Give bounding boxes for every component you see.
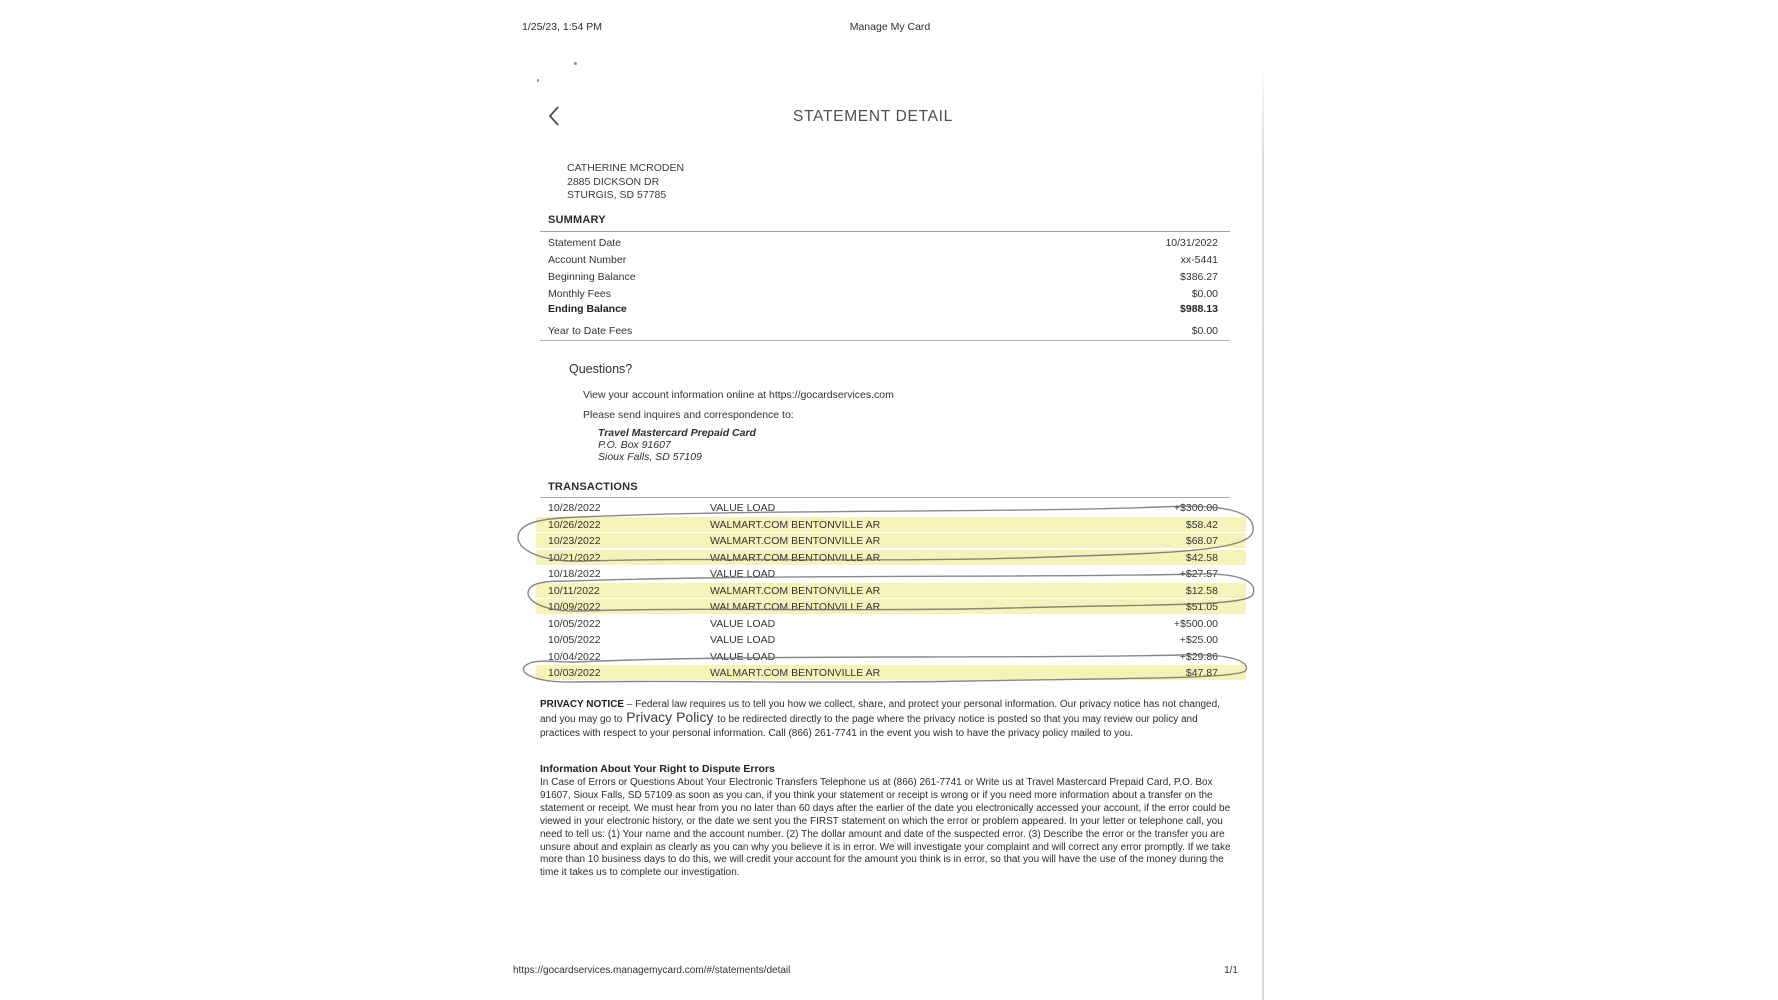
summary-row-label: Beginning Balance: [548, 271, 636, 283]
transaction-amount: +$25.00: [1179, 634, 1218, 646]
transaction-amount: $42.58: [1185, 551, 1218, 564]
transaction-description: VALUE LOAD: [710, 502, 776, 514]
summary-row-value: xx-5441: [1180, 254, 1218, 266]
transaction-row: [540, 583, 1230, 599]
transaction-description: WALMART.COM BENTONVILLE AR: [710, 667, 881, 679]
transaction-row: [540, 566, 1230, 582]
transaction-date: 10/26/2022: [548, 518, 601, 531]
dispute-errors-body: In Case of Errors or Questions About Your Electronic Transfers Telephone us at (866) 261-7741 or Write us at Travel Mastercard Prepaid Card, P.O. Box 91607, Sioux Falls, SD 57109 as soon as you can, if you think your statement or receipt is wrong or if you need more information about a transfer on the statement or receipt. We must hear from you no later than 60 days after the earlier of the date you electronically accessed your account, if the error could be viewed in your electronic history, or the date we sent you the FIRST statement on which the error or problem appeared. In your letter or telephone call, you need to tell us: (1) Your name and the account number. (2) The dollar amount and date of the suspected error. (3) Describe the error or the transfer you are unsure about and explain as clearly as you can why you believe it is in error. We will investigate your complaint and will correct any error promptly. If we take more than 10 business days to do this, we will credit your account for the amount you think is in error, so that you will have the use of the money during the time it takes us to complete our investigation.: [540, 777, 1231, 879]
transaction-date: 10/09/2022: [548, 601, 601, 613]
summary-row: [548, 254, 1218, 268]
transaction-row: [540, 599, 1230, 615]
summary-heading: SUMMARY: [548, 214, 606, 226]
transaction-date: 10/18/2022: [548, 568, 601, 580]
summary-row-label: Account Number: [548, 254, 627, 266]
transaction-row: [540, 517, 1230, 533]
divider: [540, 497, 1230, 498]
summary-row-value: $988.13: [1180, 303, 1218, 315]
privacy-notice-text-before: – Federal law requires us to tell you how we collect, share, and protect your personal information. Our privacy notice has not changed, and you may go to: [540, 699, 1220, 726]
transaction-amount: $12.58: [1185, 584, 1218, 597]
summary-section: [540, 214, 1230, 346]
transaction-description: WALMART.COM BENTONVILLE AR: [710, 584, 881, 597]
summary-row-label: Monthly Fees: [548, 288, 612, 300]
chevron-left-icon: [546, 104, 564, 128]
recipient-city: STURGIS, SD 57785: [567, 189, 667, 202]
transaction-description: WALMART.COM BENTONVILLE AR: [710, 551, 881, 564]
transaction-row: [540, 632, 1230, 648]
summary-row-value: $0.00: [1191, 325, 1218, 337]
transaction-date: 10/21/2022: [548, 551, 601, 564]
print-page-title: Manage My Card: [849, 21, 931, 33]
transaction-row: [540, 649, 1230, 665]
transaction-amount: $51.05: [1185, 601, 1218, 613]
print-timestamp: 1/25/23, 1:54 PM: [522, 21, 602, 33]
summary-row-ending-balance: [548, 303, 1218, 317]
transaction-row: [540, 500, 1230, 516]
transaction-amount: +$27.57: [1179, 568, 1218, 580]
correspondence-pobox: P.O. Box 91607: [598, 438, 671, 451]
transaction-amount: +$500.00: [1173, 617, 1218, 630]
transaction-date: 10/05/2022: [548, 617, 601, 630]
transaction-description: VALUE LOAD: [710, 617, 776, 630]
dispute-errors-heading: Information About Your Right to Dispute Errors: [540, 763, 775, 775]
transaction-date: 10/03/2022: [548, 667, 601, 679]
transaction-description: WALMART.COM BENTONVILLE AR: [710, 535, 881, 547]
transaction-description: VALUE LOAD: [710, 650, 776, 663]
page-edge-shadow: [1262, 62, 1264, 1000]
summary-row-label: Year to Date Fees: [548, 325, 633, 337]
transaction-amount: +$29.86: [1179, 650, 1218, 663]
transaction-description: VALUE LOAD: [710, 568, 776, 580]
transaction-date: 10/11/2022: [548, 584, 600, 597]
divider: [540, 340, 1230, 341]
correspondence-city: Sioux Falls, SD 57109: [598, 450, 702, 463]
privacy-notice-paragraph: [540, 698, 1234, 740]
summary-row-value: $0.00: [1191, 288, 1218, 300]
privacy-notice-label: PRIVACY NOTICE: [540, 699, 625, 710]
transaction-description: VALUE LOAD: [710, 634, 776, 646]
transaction-amount: $68.07: [1185, 535, 1218, 547]
scan-artifact-dot: [574, 62, 577, 65]
transaction-row: [540, 665, 1230, 681]
summary-row-value: 10/31/2022: [1165, 237, 1218, 249]
correspondence-name: Travel Mastercard Prepaid Card: [598, 427, 756, 439]
privacy-policy-link[interactable]: Privacy Policy: [626, 709, 714, 726]
transaction-amount: +$300.00: [1173, 502, 1218, 514]
transaction-date: 10/05/2022: [548, 634, 601, 646]
questions-correspondence-intro: Please send inquires and correspondence to:: [583, 409, 794, 421]
summary-row: [548, 288, 1218, 302]
recipient-street: 2885 DICKSON DR: [567, 175, 660, 188]
transaction-description: WALMART.COM BENTONVILLE AR: [710, 518, 881, 531]
privacy-notice-text-after: to be redirected directly to the page where the privacy notice is posted so that you may review our policy and practices with respect to your personal information. Call (866) 261-7741 in the event you wish to have the privacy policy mailed to you.: [540, 714, 1198, 739]
questions-heading: Questions?: [569, 362, 633, 376]
summary-row: [548, 325, 1218, 339]
back-button[interactable]: [546, 104, 564, 128]
scan-artifact-dot: [537, 79, 539, 82]
transaction-date: 10/23/2022: [548, 535, 601, 547]
transactions-heading: TRANSACTIONS: [548, 481, 638, 493]
correspondence-address: [598, 428, 756, 464]
summary-row-label: Ending Balance: [548, 303, 627, 315]
recipient-address: [567, 162, 684, 203]
summary-row-label: Statement Date: [548, 237, 621, 249]
divider: [540, 231, 1230, 232]
summary-row-value: $386.27: [1180, 271, 1218, 283]
transaction-date: 10/28/2022: [548, 502, 601, 514]
footer-url: https://gocardservices.managemycard.com/#/statements/detail: [513, 965, 791, 976]
questions-online-info: View your account information online at https://gocardservices.com: [583, 389, 894, 401]
summary-row: [548, 271, 1218, 285]
transaction-date: 10/04/2022: [548, 650, 601, 663]
transaction-amount: $58.42: [1185, 518, 1218, 531]
footer-page-number: 1/1: [1224, 965, 1238, 976]
recipient-name: CATHERINE MCRODEN: [567, 162, 685, 174]
transaction-row: [540, 550, 1230, 566]
page-title: STATEMENT DETAIL: [793, 108, 953, 125]
transaction-description: WALMART.COM BENTONVILLE AR: [710, 601, 881, 613]
transaction-row: [540, 533, 1230, 549]
transaction-amount: $47.87: [1185, 667, 1218, 679]
transactions-section: [540, 481, 1230, 686]
summary-row: [548, 237, 1218, 251]
transaction-row: [540, 616, 1230, 632]
